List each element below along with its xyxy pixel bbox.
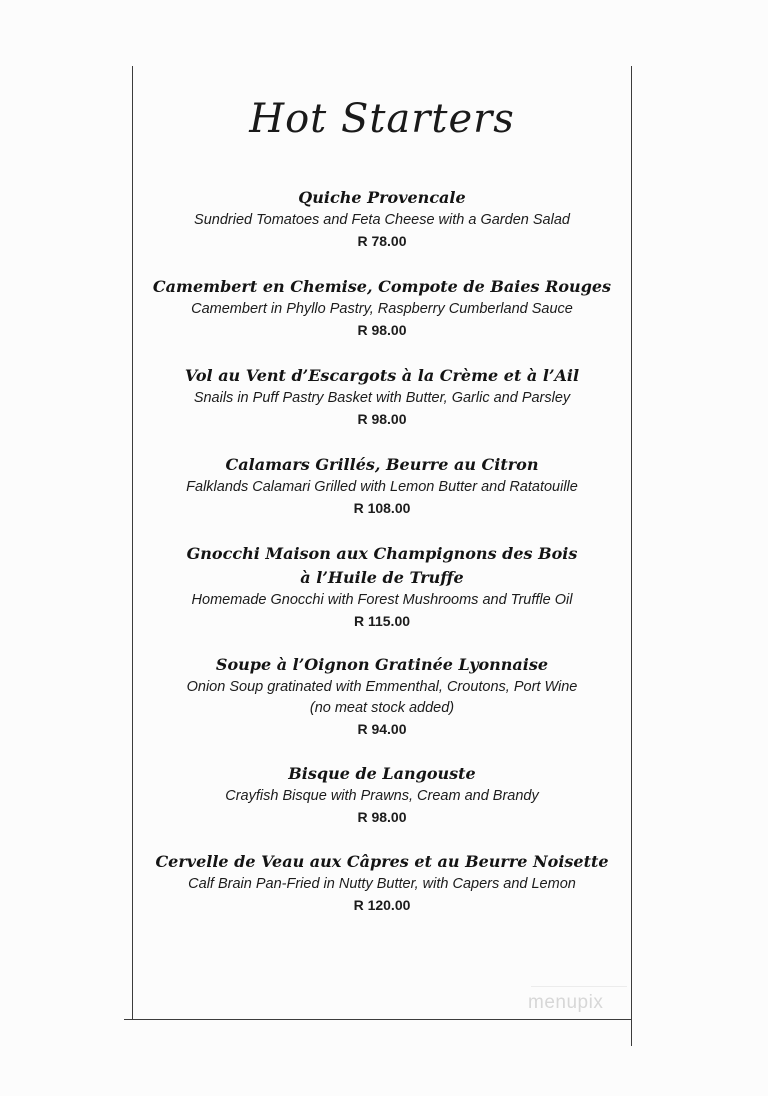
dish-price: R 115.00 (353, 613, 411, 629)
dish-name: Gnocchi Maison aux Champignons des Bois (186, 544, 578, 563)
dish-description: Sundried Tomatoes and Feta Cheese with a Garden Salad (194, 212, 570, 228)
dish-price: R 98.00 (357, 411, 407, 427)
menu-title: Hot Starters (249, 96, 515, 142)
page-border-right (631, 66, 632, 1046)
dish-name: Calamars Grillés, Beurre au Citron (225, 455, 539, 474)
menu-item (133, 453, 631, 519)
dish-name: Vol au Vent d’Escargots à la Crème et à l’Ail (184, 366, 580, 385)
menu-item (133, 653, 631, 740)
watermark-rule (531, 986, 627, 987)
dish-name-continued: à l’Huile de Truffe (300, 568, 464, 587)
dish-name: Soupe à l’Oignon Gratinée Lyonnaise (215, 655, 549, 674)
dish-price: R 120.00 (353, 897, 411, 913)
dish-description: Calf Brain Pan-Fried in Nutty Butter, with Capers and Lemon (188, 876, 576, 892)
dish-description: Falklands Calamari Grilled with Lemon Butter and Ratatouille (186, 479, 578, 495)
dish-description-note: (no meat stock added) (309, 700, 455, 716)
dish-description: Onion Soup gratinated with Emmenthal, Croutons, Port Wine (186, 679, 578, 695)
dish-description: Crayfish Bisque with Prawns, Cream and Brandy (225, 788, 539, 804)
dish-name: Bisque de Langouste (288, 764, 476, 783)
dish-description: Homemade Gnocchi with Forest Mushrooms and Truffle Oil (191, 592, 573, 608)
dish-price: R 78.00 (357, 233, 407, 249)
menu-item (133, 364, 631, 430)
dish-name: Cervelle de Veau aux Câpres et au Beurre Noisette (155, 852, 609, 871)
dish-price: R 94.00 (357, 721, 407, 737)
menu-item (133, 762, 631, 828)
dish-description: Camembert in Phyllo Pastry, Raspberry Cumberland Sauce (191, 301, 573, 317)
menu-item (133, 275, 631, 341)
page-border-bottom (124, 1019, 632, 1020)
dish-name: Quiche Provencale (298, 188, 466, 207)
dish-description: Snails in Puff Pastry Basket with Butter, Garlic and Parsley (193, 390, 571, 406)
dish-price: R 108.00 (353, 500, 411, 516)
menu-item (133, 850, 631, 916)
dish-price: R 98.00 (357, 809, 407, 825)
dish-price: R 98.00 (357, 322, 407, 338)
menu-item (133, 542, 631, 632)
menu-item (133, 186, 631, 252)
dish-name: Camembert en Chemise, Compote de Baies Rouges (152, 277, 612, 296)
watermark-logo: menupix (528, 992, 604, 1013)
